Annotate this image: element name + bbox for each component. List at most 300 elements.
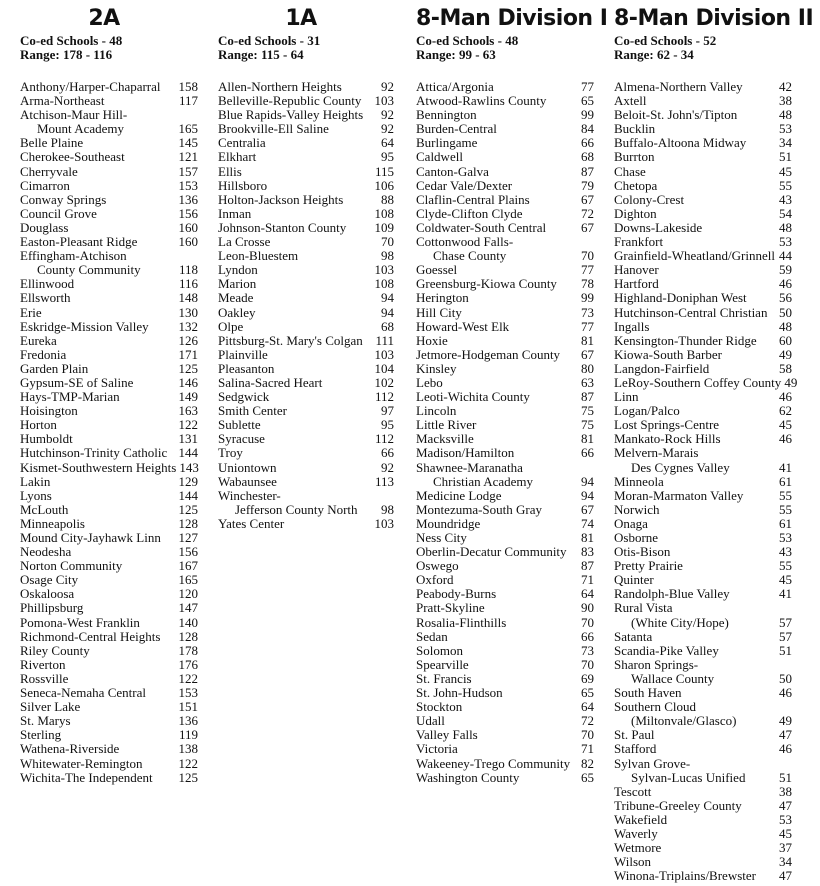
school-name: Beloit-St. John's/Tipton: [614, 107, 738, 123]
school-name: Rural Vista: [614, 600, 673, 616]
school-name: Southern Cloud: [614, 699, 696, 715]
school-name: Oswego: [416, 558, 459, 574]
column-title: 8-Man Division II: [614, 6, 814, 31]
school-name: Wetmore: [614, 840, 662, 856]
enrollment-value: 48: [779, 318, 792, 334]
school-name: Burrton: [614, 149, 655, 165]
enrollment-value: 43: [779, 544, 792, 560]
enrollment-value: 51: [779, 769, 792, 785]
enrollment-value: 48: [779, 107, 792, 123]
enrollment-range: Range: 178 - 116: [20, 47, 113, 62]
enrollment-value: 37: [779, 840, 792, 856]
enrollment-value: 81: [581, 332, 594, 348]
school-row: [614, 475, 792, 489]
enrollment-value: 127: [178, 530, 198, 545]
school-name: Greensburg-Kiowa County: [416, 276, 557, 292]
school-name: Udall: [416, 713, 445, 729]
school-row: [416, 545, 594, 559]
enrollment-value: 71: [581, 741, 594, 757]
enrollment-value: 99: [581, 290, 594, 306]
enrollment-value: 55: [779, 558, 792, 574]
school-name: Belleville-Republic County: [218, 93, 362, 109]
school-row: [416, 573, 594, 587]
school-row: [20, 531, 198, 545]
enrollment-value: 102: [374, 374, 394, 390]
enrollment-value: 66: [381, 445, 394, 461]
school-row: [20, 446, 198, 460]
school-count: Co-ed Schools - 52: [614, 33, 717, 48]
school-row: [416, 559, 594, 573]
enrollment-value: 145: [178, 135, 198, 151]
school-row: [218, 475, 394, 489]
school-row: [614, 108, 792, 122]
column-8-man-division-1: [416, 4, 608, 785]
school-name: Linn: [614, 389, 639, 405]
school-name: Belle Plaine: [20, 135, 84, 151]
school-name: Oskaloosa: [20, 586, 75, 602]
school-row: [614, 545, 792, 559]
school-name: Frankfort: [614, 234, 664, 250]
enrollment-value: 41: [779, 586, 792, 602]
school-name: Ellis: [218, 163, 242, 179]
enrollment-value: 136: [178, 713, 198, 729]
school-row: [218, 334, 394, 348]
enrollment-value: 90: [581, 600, 594, 616]
school-name: Hoxie: [416, 332, 448, 348]
school-name: Pomona-West Franklin: [20, 614, 140, 630]
enrollment-value: 128: [178, 628, 198, 644]
school-row: [416, 277, 594, 291]
school-name: Almena-Northern Valley: [614, 79, 743, 94]
enrollment-value: 45: [779, 572, 792, 588]
enrollment-range: Range: 62 - 34: [614, 47, 694, 62]
school-row: [416, 728, 594, 742]
enrollment-value: 117: [178, 93, 198, 109]
school-name: Stockton: [416, 699, 463, 715]
school-row: [20, 489, 198, 503]
school-name: Valley Falls: [416, 727, 478, 743]
enrollment-value: 119: [178, 727, 198, 743]
school-row: [614, 390, 792, 404]
enrollment-value: 122: [178, 417, 198, 433]
enrollment-value: 51: [779, 149, 792, 165]
enrollment-value: 70: [381, 234, 394, 250]
enrollment-value: 58: [779, 360, 792, 376]
school-name: Winona-Triplains/Brewster: [614, 868, 756, 884]
enrollment-value: 47: [779, 727, 792, 743]
school-name: Olpe: [218, 318, 244, 334]
school-row: [416, 700, 594, 714]
school-row: [416, 531, 594, 545]
school-name: Rossville: [20, 670, 69, 686]
enrollment-value: 55: [779, 487, 792, 503]
school-row: [416, 362, 594, 376]
school-name: Wabaunsee: [218, 473, 277, 489]
enrollment-value: 77: [581, 318, 594, 334]
school-name: Hartford: [614, 276, 659, 292]
school-name: Grainfield-Wheatland/Grinnell: [614, 248, 775, 264]
school-row: [416, 390, 594, 404]
school-name: Oberlin-Decatur Community: [416, 544, 567, 560]
school-name: Canton-Galva: [416, 163, 489, 179]
enrollment-value: 148: [178, 290, 198, 306]
enrollment-value: 59: [779, 262, 792, 278]
school-name: Axtell: [614, 93, 647, 109]
school-row: [416, 644, 594, 658]
school-row: [614, 263, 792, 277]
school-name: Yates Center: [218, 515, 285, 531]
school-row: [416, 714, 594, 728]
school-name: Whitewater-Remington: [20, 755, 143, 771]
enrollment-value: 156: [178, 544, 198, 560]
school-name: Erie: [20, 304, 42, 320]
school-name: Moran-Marmaton Valley: [614, 487, 744, 503]
school-row: [614, 601, 792, 615]
column-1a: [218, 4, 394, 531]
school-row: [218, 376, 394, 390]
school-row-continued: [20, 122, 198, 136]
school-name: Onaga: [614, 515, 648, 531]
school-name-continued: Mount Academy: [37, 121, 125, 137]
enrollment-value: 149: [178, 389, 198, 405]
school-name: Eskridge-Mission Valley: [20, 318, 149, 334]
school-name: Ellsworth: [20, 290, 71, 306]
school-row: [614, 531, 792, 545]
school-name: La Crosse: [218, 234, 271, 250]
enrollment-value: 132: [178, 318, 198, 334]
enrollment-value: 45: [779, 417, 792, 433]
school-name: Troy: [218, 445, 243, 461]
school-name: Cedar Vale/Dexter: [416, 177, 513, 193]
enrollment-value: 143: [179, 459, 199, 475]
school-row: [20, 418, 198, 432]
enrollment-value: 153: [178, 685, 198, 701]
enrollment-value: 77: [581, 79, 594, 94]
school-name: Atchison-Maur Hill-: [20, 107, 128, 123]
school-name: Effingham-Atchison: [20, 248, 127, 264]
school-name: Riverton: [20, 656, 66, 672]
school-name: Washington County: [416, 769, 520, 785]
school-list: [20, 80, 198, 785]
column-title: 1A: [285, 6, 317, 31]
school-name: Neodesha: [20, 544, 72, 560]
enrollment-value: 73: [581, 642, 594, 658]
school-name: Pittsburg-St. Mary's Colgan: [218, 332, 363, 348]
school-name: Salina-Sacred Heart: [218, 374, 323, 390]
school-row: [614, 559, 792, 573]
school-row: [218, 348, 394, 362]
school-row: [416, 136, 594, 150]
school-name: Attica/Argonia: [416, 79, 494, 94]
school-row: [218, 418, 394, 432]
school-name: St. Francis: [416, 670, 472, 686]
school-row: [614, 362, 792, 376]
enrollment-value: 88: [381, 191, 394, 207]
school-name: Pretty Prairie: [614, 558, 683, 574]
school-row: [20, 644, 198, 658]
school-name: Shawnee-Maranatha: [416, 459, 523, 475]
school-count: Co-ed Schools - 48: [416, 33, 519, 48]
enrollment-value: 125: [178, 769, 198, 785]
school-name: Anthony/Harper-Chaparral: [20, 79, 161, 94]
enrollment-value: 122: [178, 755, 198, 771]
school-row: [614, 374, 798, 390]
school-name: Wakeeney-Trego Community: [416, 755, 571, 771]
school-row-continued: [416, 475, 594, 489]
school-name: Garden Plain: [20, 360, 89, 376]
enrollment-value: 111: [375, 332, 394, 348]
school-row: [416, 94, 594, 108]
enrollment-value: 46: [779, 741, 792, 757]
school-name: Hays-TMP-Marian: [20, 389, 120, 405]
school-name: Brookville-Ell Saline: [218, 121, 329, 137]
enrollment-value: 44: [779, 248, 792, 264]
enrollment-value: 118: [178, 262, 198, 278]
school-name-continued: Des Cygnes Valley: [631, 459, 730, 475]
school-row: [416, 221, 594, 235]
school-name: Pleasanton: [218, 360, 275, 376]
enrollment-value: 51: [779, 642, 792, 658]
enrollment-value: 49: [779, 346, 792, 362]
school-name: Madison/Hamilton: [416, 445, 515, 461]
school-name: Langdon-Fairfield: [614, 360, 710, 376]
school-name: Downs-Lakeside: [614, 219, 703, 235]
school-row: [218, 461, 394, 475]
school-row: [416, 179, 594, 193]
school-row: [416, 503, 594, 517]
school-row: [20, 503, 198, 517]
school-row: [614, 658, 792, 672]
enrollment-value: 87: [581, 163, 594, 179]
school-name: Bennington: [416, 107, 477, 123]
enrollment-value: 46: [779, 276, 792, 292]
school-row-continued: [218, 503, 394, 517]
enrollment-value: 84: [581, 121, 594, 137]
school-name: Norwich: [614, 501, 660, 517]
school-row: [218, 150, 394, 164]
enrollment-value: 147: [178, 600, 198, 616]
school-row: [20, 193, 198, 207]
school-name: Hanover: [614, 262, 659, 278]
school-row: [20, 179, 198, 193]
school-row: [20, 165, 198, 179]
school-name: Lebo: [416, 374, 443, 390]
school-row: [20, 587, 198, 601]
school-name: Minneola: [614, 473, 664, 489]
school-name: Scandia-Pike Valley: [614, 642, 719, 658]
school-row: [218, 94, 394, 108]
enrollment-value: 70: [581, 727, 594, 743]
enrollment-value: 47: [779, 797, 792, 813]
school-row: [218, 320, 394, 334]
enrollment-value: 92: [381, 107, 394, 123]
school-row: [416, 757, 594, 771]
enrollment-value: 108: [374, 276, 394, 292]
school-row: [614, 728, 792, 742]
school-name: Lincoln: [416, 403, 457, 419]
school-name: Ness City: [416, 530, 467, 545]
school-name: Logan/Palco: [614, 403, 680, 419]
school-row: [614, 207, 792, 221]
school-row: [20, 475, 198, 489]
enrollment-value: 55: [779, 501, 792, 517]
school-row: [614, 122, 792, 136]
school-row: [416, 587, 594, 601]
school-row: [20, 390, 198, 404]
enrollment-value: 38: [779, 783, 792, 799]
school-row: [218, 390, 394, 404]
school-name: Atwood-Rawlins County: [416, 93, 547, 109]
school-name: Herington: [416, 290, 469, 306]
school-row: [416, 80, 594, 94]
enrollment-value: 104: [374, 360, 394, 376]
enrollment-value: 87: [581, 558, 594, 574]
enrollment-value: 64: [381, 135, 394, 151]
school-name: Ingalls: [614, 318, 650, 334]
school-name: Peabody-Burns: [416, 586, 497, 602]
enrollment-value: 126: [178, 332, 198, 348]
school-name: Riley County: [20, 642, 90, 658]
enrollment-value: 87: [581, 389, 594, 405]
school-row: [20, 714, 198, 728]
school-name: Cottonwood Falls-: [416, 234, 514, 250]
school-row: [20, 404, 198, 418]
enrollment-value: 131: [178, 431, 198, 447]
school-list: [218, 80, 394, 531]
school-name: Coldwater-South Central: [416, 219, 547, 235]
school-row: [218, 362, 394, 376]
enrollment-value: 46: [779, 685, 792, 701]
school-name: Cherokee-Southeast: [20, 149, 125, 165]
school-row: [614, 630, 792, 644]
school-name: Bucklin: [614, 121, 656, 137]
school-name: Mound City-Jayhawk Linn: [20, 530, 161, 545]
school-row: [20, 136, 198, 150]
enrollment-value: 68: [381, 318, 394, 334]
school-name: Silver Lake: [20, 699, 81, 715]
school-name-continued: Wallace County: [631, 670, 715, 686]
school-name: Kensington-Thunder Ridge: [614, 332, 757, 348]
school-name: Ellinwood: [20, 276, 75, 292]
school-row: [614, 785, 792, 799]
school-row: [614, 348, 792, 362]
school-name-continued: Jefferson County North: [235, 501, 358, 517]
enrollment-value: 99: [581, 107, 594, 123]
school-row: [416, 630, 594, 644]
school-name: Fredonia: [20, 346, 67, 362]
school-row: [20, 249, 198, 263]
school-name: Medicine Lodge: [416, 487, 502, 503]
enrollment-value: 94: [381, 304, 394, 320]
school-row: [416, 461, 594, 475]
school-row: [614, 235, 792, 249]
school-row: [416, 334, 594, 348]
school-name: Wilson: [614, 854, 652, 870]
school-name: Pratt-Skyline: [416, 600, 485, 616]
school-row: [416, 686, 594, 700]
school-row: [614, 489, 792, 503]
school-row: [218, 122, 394, 136]
enrollment-value: 74: [581, 515, 594, 531]
school-row: [614, 306, 792, 320]
enrollment-value: 120: [178, 586, 198, 602]
school-row: [20, 334, 198, 348]
school-name: Easton-Pleasant Ridge: [20, 234, 138, 250]
school-name-continued: (Miltonvale/Glasco): [631, 713, 737, 729]
school-name: Randolph-Blue Valley: [614, 586, 730, 602]
enrollment-value: 66: [581, 628, 594, 644]
enrollment-value: 146: [178, 374, 198, 390]
school-row: [614, 277, 792, 291]
enrollment-value: 53: [779, 234, 792, 250]
school-name: Lost Springs-Centre: [614, 417, 720, 433]
school-name: Colony-Crest: [614, 191, 685, 207]
school-name: Arma-Northeast: [20, 93, 105, 109]
enrollment-value: 144: [178, 487, 198, 503]
school-name: Humboldt: [20, 431, 73, 447]
school-row: [20, 559, 198, 573]
enrollment-value: 80: [581, 360, 594, 376]
enrollment-value: 176: [178, 656, 198, 672]
school-name: Howard-West Elk: [416, 318, 510, 334]
school-name: Chase: [614, 163, 646, 179]
school-row: [218, 221, 394, 235]
enrollment-value: 48: [779, 219, 792, 235]
school-row: [218, 179, 394, 193]
enrollment-value: 71: [581, 572, 594, 588]
enrollment-value: 125: [178, 360, 198, 376]
school-name: Victoria: [416, 741, 458, 757]
school-name: Kismet-Southwestern Heights: [20, 459, 177, 475]
school-name: Stafford: [614, 741, 657, 757]
school-row-continued: [416, 249, 594, 263]
enrollment-value: 45: [779, 163, 792, 179]
enrollment-value: 98: [381, 501, 394, 517]
school-row: [416, 263, 594, 277]
school-name: Spearville: [416, 656, 469, 672]
enrollment-value: 157: [178, 163, 198, 179]
enrollment-value: 72: [581, 205, 594, 221]
school-row: [20, 320, 198, 334]
school-row: [416, 207, 594, 221]
enrollment-value: 167: [178, 558, 198, 574]
school-name: Phillipsburg: [20, 600, 84, 616]
enrollment-value: 50: [779, 304, 792, 320]
school-row: [614, 193, 792, 207]
enrollment-value: 79: [581, 177, 594, 193]
school-name: South Haven: [614, 685, 682, 701]
enrollment-value: 82: [581, 755, 594, 771]
school-row: [218, 263, 394, 277]
school-name: Hutchinson-Trinity Catholic: [20, 445, 168, 461]
enrollment-value: 171: [178, 346, 198, 362]
school-name: St. Paul: [614, 727, 655, 743]
school-row: [218, 291, 394, 305]
school-row: [416, 150, 594, 164]
school-name: Jetmore-Hodgeman County: [416, 346, 561, 362]
enrollment-value: 43: [779, 191, 792, 207]
school-name: Council Grove: [20, 205, 97, 221]
school-row: [614, 503, 792, 517]
school-row: [20, 221, 198, 235]
enrollment-value: 38: [779, 93, 792, 109]
school-name: McLouth: [20, 501, 69, 517]
school-row: [20, 150, 198, 164]
school-row: [614, 587, 792, 601]
school-name: Rosalia-Flinthills: [416, 614, 507, 630]
school-row: [614, 165, 792, 179]
school-name: Montezuma-South Gray: [416, 501, 543, 517]
